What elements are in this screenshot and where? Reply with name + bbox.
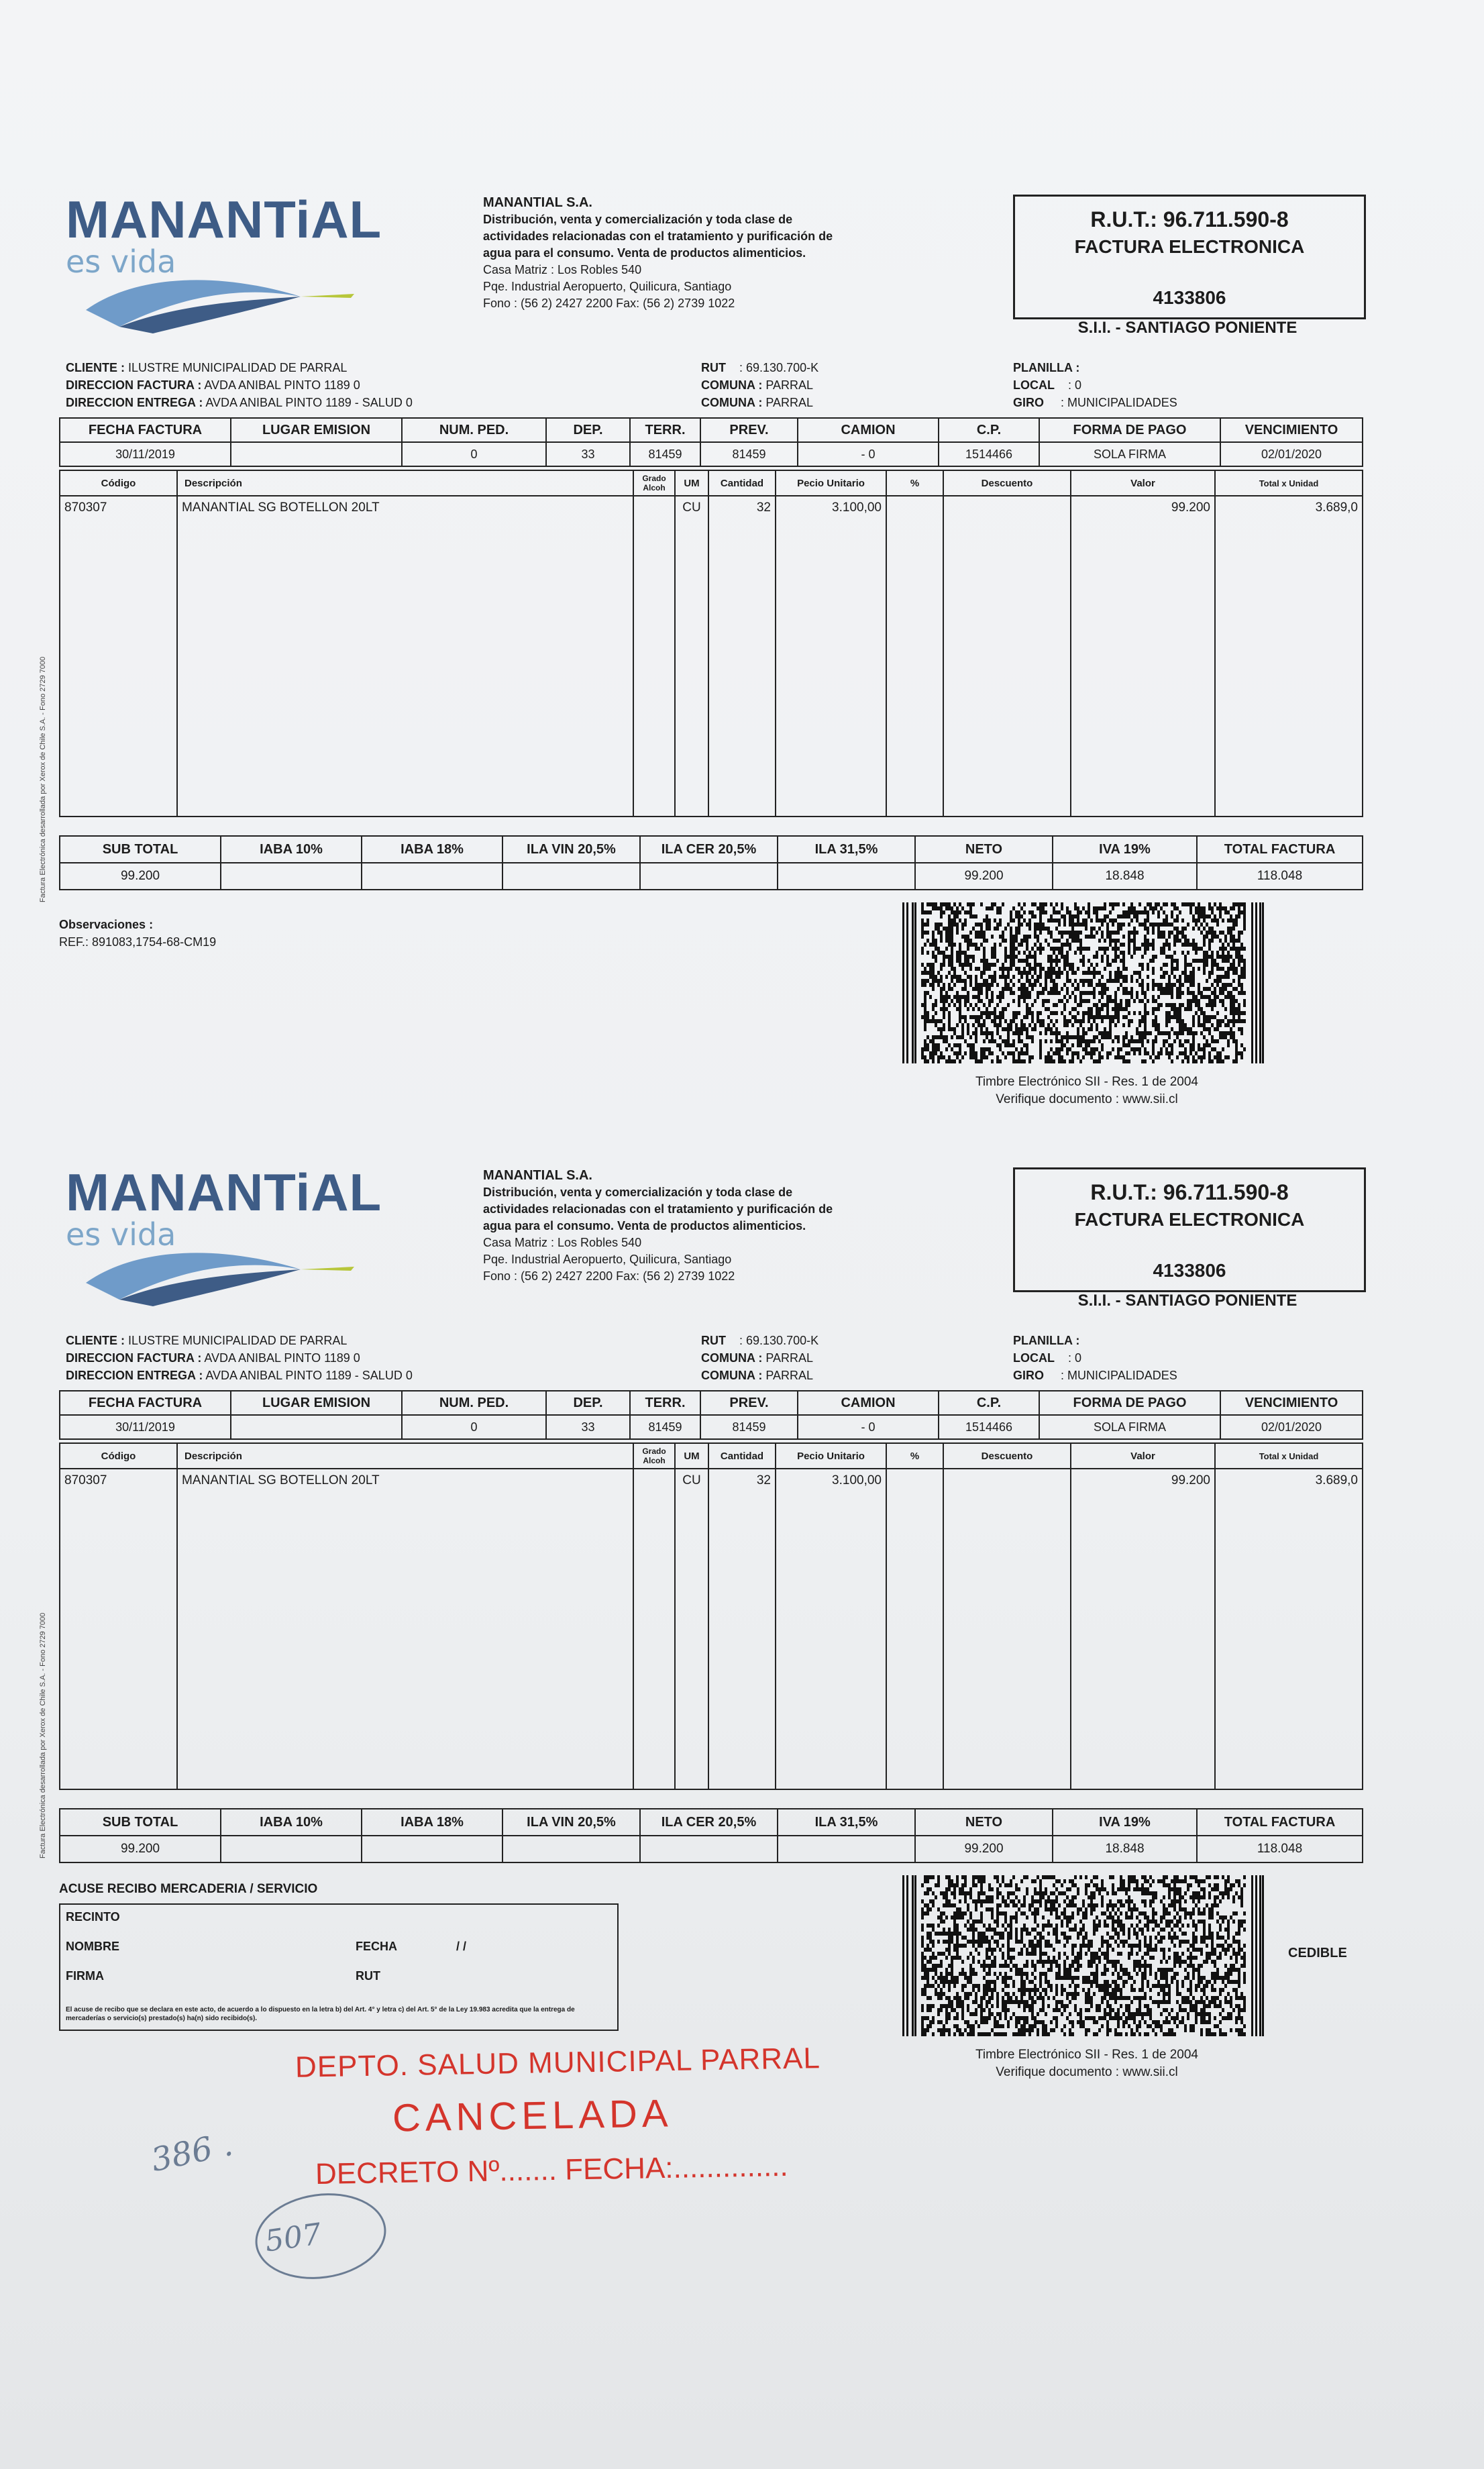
totals-table xyxy=(59,1808,1363,1863)
ila31-value xyxy=(778,1836,915,1862)
items-col: % xyxy=(886,1443,943,1469)
client-rut-label: RUT xyxy=(701,1334,726,1347)
iaba18-value xyxy=(362,863,502,890)
cedible-label: CEDIBLE xyxy=(1288,1946,1347,1960)
items-col: Descripción xyxy=(177,470,633,496)
company-address-2: Pqe. Industrial Aeropuerto, Quilicura, Santiago xyxy=(483,280,732,293)
timbre-electronico xyxy=(886,2046,1288,2081)
prev-value: 81459 xyxy=(700,442,798,466)
planilla-block xyxy=(1013,1332,1362,1384)
client-name: ILUSTRE MUNICIPALIDAD DE PARRAL xyxy=(128,361,348,374)
company-info xyxy=(483,1167,953,1285)
header-col: TERR. xyxy=(630,1391,700,1415)
sii-office: S.I.I. - SANTIAGO PONIENTE xyxy=(1077,319,1297,337)
neto-value: 99.200 xyxy=(915,1836,1053,1862)
items-col: Descuento xyxy=(943,1443,1071,1469)
invoice-date: 30/11/2019 xyxy=(60,1415,231,1439)
pdf417-barcode-icon xyxy=(902,902,1265,1063)
totals-col: TOTAL FACTURA xyxy=(1197,836,1363,863)
item-percent xyxy=(886,1469,943,1789)
invoice-date: 30/11/2019 xyxy=(60,442,231,466)
company-address-1: Casa Matriz : Los Robles 540 xyxy=(483,263,642,276)
timbre-line-2: Verifique documento : www.sii.cl xyxy=(996,1092,1178,1106)
neto-value: 99.200 xyxy=(915,863,1053,890)
comuna-value: PARRAL xyxy=(765,396,814,409)
cp-value: 1514466 xyxy=(939,442,1039,466)
cp-value: 1514466 xyxy=(939,1415,1039,1439)
iva-value: 18.848 xyxy=(1053,863,1197,890)
iaba10-value xyxy=(221,863,362,890)
item-percent xyxy=(886,496,943,817)
header-col: FECHA FACTURA xyxy=(60,418,231,442)
items-col: Grado Alcoh xyxy=(633,470,675,496)
payment-method: SOLA FIRMA xyxy=(1039,442,1220,466)
table-row xyxy=(60,1469,1363,1789)
header-col: FORMA DE PAGO xyxy=(1039,1391,1220,1415)
client-rut: : 69.130.700-K xyxy=(739,1334,819,1347)
ila-cer-value xyxy=(640,863,778,890)
side-print-1: Factura Electrónica desarrollada por Xerox de Chile S.A. - Fono 2729 7000 xyxy=(39,656,47,902)
terr-value: 81459 xyxy=(630,1415,700,1439)
comuna-value: PARRAL xyxy=(765,1369,814,1382)
item-code: 870307 xyxy=(60,496,177,817)
company-activity-1: Distribución, venta y comercialización y toda clase de xyxy=(483,213,793,226)
stamp-department: DEPTO. SALUD MUNICIPAL PARRAL xyxy=(295,2042,821,2084)
company-name: MANANTIAL S.A. xyxy=(483,1168,592,1183)
delivery-address: AVDA ANIBAL PINTO 1189 - SALUD 0 xyxy=(205,1369,413,1382)
items-col: Código xyxy=(60,1443,177,1469)
local-label: LOCAL xyxy=(1013,378,1055,392)
ila-vin-value xyxy=(502,863,640,890)
local-label: LOCAL xyxy=(1013,1351,1055,1365)
header-col: CAMION xyxy=(798,418,939,442)
acuse-rut: RUT xyxy=(356,1969,380,1983)
subtotal-value: 99.200 xyxy=(60,863,221,890)
items-col: Descripción xyxy=(177,1443,633,1469)
item-total-unit: 3.689,0 xyxy=(1215,496,1363,817)
company-activity-1: Distribución, venta y comercialización y toda clase de xyxy=(483,1186,793,1199)
prev-value: 81459 xyxy=(700,1415,798,1439)
items-col: Pecio Unitario xyxy=(776,470,886,496)
logo-title: MANANTiAL xyxy=(66,190,382,249)
totals-col: NETO xyxy=(915,836,1053,863)
acuse-nombre: NOMBRE xyxy=(66,1940,119,1953)
acuse-title: ACUSE RECIBO MERCADERIA / SERVICIO xyxy=(59,1882,318,1896)
item-quantity: 32 xyxy=(708,1469,776,1789)
header-col: DEP. xyxy=(546,418,630,442)
item-quantity: 32 xyxy=(708,496,776,817)
planilla-label: PLANILLA : xyxy=(1013,1334,1080,1347)
terr-value: 81459 xyxy=(630,442,700,466)
invoice-header-table xyxy=(59,1390,1363,1440)
totals-col: IABA 10% xyxy=(221,1809,362,1836)
iaba18-value xyxy=(362,1836,502,1862)
order-number: 0 xyxy=(402,1415,546,1439)
ila31-value xyxy=(778,863,915,890)
giro-value: : MUNICIPALIDADES xyxy=(1061,1369,1177,1382)
invoice-folio: 4133806 xyxy=(1153,287,1226,308)
giro-value: : MUNICIPALIDADES xyxy=(1061,396,1177,409)
stamp-cancelada: CANCELADA xyxy=(392,2091,674,2140)
items-col: Total x Unidad xyxy=(1215,470,1363,496)
totals-col: ILA CER 20,5% xyxy=(640,1809,778,1836)
header-col: DEP. xyxy=(546,1391,630,1415)
truck-value: - 0 xyxy=(798,1415,939,1439)
timbre-electronico xyxy=(886,1073,1288,1108)
header-col: C.P. xyxy=(939,1391,1039,1415)
client-label: CLIENTE : xyxy=(66,1334,125,1347)
company-phone: Fono : (56 2) 2427 2200 Fax: (56 2) 2739 1022 xyxy=(483,297,735,310)
company-activity-2: actividades relacionadas con el tratamiento y purificación de xyxy=(483,229,833,243)
company-logo xyxy=(66,189,382,344)
pdf417-barcode-icon xyxy=(902,1875,1265,2036)
items-col: Grado Alcoh xyxy=(633,1443,675,1469)
billing-address: AVDA ANIBAL PINTO 1189 0 xyxy=(204,378,360,392)
totals-table xyxy=(59,835,1363,890)
item-alcohol xyxy=(633,1469,675,1789)
timbre-line-1: Timbre Electrónico SII - Res. 1 de 2004 xyxy=(975,2048,1198,2062)
totals-col: NETO xyxy=(915,1809,1053,1836)
client-rut: : 69.130.700-K xyxy=(739,361,819,374)
planilla-block xyxy=(1013,359,1362,411)
header-col: VENCIMIENTO xyxy=(1220,418,1363,442)
local-value: : 0 xyxy=(1068,378,1082,392)
header-col: FECHA FACTURA xyxy=(60,1391,231,1415)
totals-col: IABA 10% xyxy=(221,836,362,863)
items-col: Descuento xyxy=(943,470,1071,496)
comuna-value: PARRAL xyxy=(765,378,814,392)
due-date: 02/01/2020 xyxy=(1220,1415,1363,1439)
item-description: MANANTIAL SG BOTELLON 20LT xyxy=(177,1469,633,1789)
iaba10-value xyxy=(221,1836,362,1862)
header-col: PREV. xyxy=(700,418,798,442)
comuna-value: PARRAL xyxy=(765,1351,814,1365)
issuer-rut: R.U.T.: 96.711.590-8 xyxy=(1090,207,1289,231)
planilla-label: PLANILLA : xyxy=(1013,361,1080,374)
billing-address-label: DIRECCION FACTURA : xyxy=(66,1351,202,1365)
header-col: TERR. xyxy=(630,418,700,442)
header-col: VENCIMIENTO xyxy=(1220,1391,1363,1415)
observations xyxy=(59,916,216,951)
order-number: 0 xyxy=(402,442,546,466)
issuer-rut: R.U.T.: 96.711.590-8 xyxy=(1090,1180,1289,1204)
total-value: 118.048 xyxy=(1197,863,1363,890)
client-rut-label: RUT xyxy=(701,361,726,374)
totals-col: IABA 18% xyxy=(362,1809,502,1836)
due-date: 02/01/2020 xyxy=(1220,442,1363,466)
company-info xyxy=(483,195,953,312)
client-label: CLIENTE : xyxy=(66,361,125,374)
billing-address: AVDA ANIBAL PINTO 1189 0 xyxy=(204,1351,360,1365)
company-activity-2: actividades relacionadas con el tratamiento y purificación de xyxy=(483,1202,833,1216)
header-col: PREV. xyxy=(700,1391,798,1415)
rut-box xyxy=(1013,1167,1366,1292)
issue-place xyxy=(231,1415,402,1439)
issue-place xyxy=(231,442,402,466)
side-print-2: Factura Electrónica desarrollada por Xerox de Chile S.A. - Fono 2729 7000 xyxy=(39,1612,47,1858)
truck-value: - 0 xyxy=(798,442,939,466)
client-block xyxy=(66,359,576,411)
client-rut-block xyxy=(701,1332,983,1384)
subtotal-value: 99.200 xyxy=(60,1836,221,1862)
rut-box xyxy=(1013,195,1366,319)
logo-wave-icon xyxy=(79,263,361,337)
logo-title: MANANTiAL xyxy=(66,1163,382,1222)
client-rut-block xyxy=(701,359,983,411)
invoice-type: FACTURA ELECTRONICA xyxy=(1074,1209,1305,1230)
delivery-address-label: DIRECCION ENTREGA : xyxy=(66,396,203,409)
items-col: Valor xyxy=(1071,470,1215,496)
comuna-label: COMUNA : xyxy=(701,1369,763,1382)
item-value: 99.200 xyxy=(1071,496,1215,817)
dep-value: 33 xyxy=(546,1415,630,1439)
item-description: MANANTIAL SG BOTELLON 20LT xyxy=(177,496,633,817)
timbre-line-1: Timbre Electrónico SII - Res. 1 de 2004 xyxy=(975,1075,1198,1089)
local-value: : 0 xyxy=(1068,1351,1082,1365)
totals-col: ILA VIN 20,5% xyxy=(502,1809,640,1836)
invoice-type: FACTURA ELECTRONICA xyxy=(1074,236,1305,257)
comuna-label: COMUNA : xyxy=(701,378,763,392)
header-col: C.P. xyxy=(939,418,1039,442)
totals-col: IABA 18% xyxy=(362,836,502,863)
observations-text: REF.: 891083,1754-68-CM19 xyxy=(59,935,217,949)
ila-vin-value xyxy=(502,1836,640,1862)
logo-subtitle: es vida xyxy=(66,244,176,280)
item-um: CU xyxy=(675,1469,708,1789)
sii-office: S.I.I. - SANTIAGO PONIENTE xyxy=(1077,1292,1297,1310)
items-table xyxy=(59,470,1363,817)
items-col: Código xyxy=(60,470,177,496)
item-um: CU xyxy=(675,496,708,817)
client-name: ILUSTRE MUNICIPALIDAD DE PARRAL xyxy=(128,1334,348,1347)
totals-col: ILA 31,5% xyxy=(778,836,915,863)
logo-subtitle: es vida xyxy=(66,1216,176,1253)
items-col: UM xyxy=(675,1443,708,1469)
items-col: Pecio Unitario xyxy=(776,1443,886,1469)
header-col: CAMION xyxy=(798,1391,939,1415)
stamp-decreto: DECRETO Nº....... FECHA:.............. xyxy=(315,2149,789,2191)
totals-col: SUB TOTAL xyxy=(60,1809,221,1836)
items-table xyxy=(59,1442,1363,1790)
acuse-recinto: RECINTO xyxy=(66,1910,120,1924)
item-code: 870307 xyxy=(60,1469,177,1789)
handwritten-note-2: 507 xyxy=(262,2217,324,2259)
timbre-line-2: Verifique documento : www.sii.cl xyxy=(996,2065,1178,2079)
header-col: NUM. PED. xyxy=(402,1391,546,1415)
company-activity-3: agua para el consumo. Venta de productos alimenticios. xyxy=(483,246,806,260)
total-value: 118.048 xyxy=(1197,1836,1363,1862)
totals-col: IVA 19% xyxy=(1053,1809,1197,1836)
dep-value: 33 xyxy=(546,442,630,466)
company-name: MANANTIAL S.A. xyxy=(483,195,592,210)
header-col: LUGAR EMISION xyxy=(231,1391,402,1415)
items-col: Valor xyxy=(1071,1443,1215,1469)
items-col: Cantidad xyxy=(708,470,776,496)
item-discount xyxy=(943,1469,1071,1789)
acuse-firma: FIRMA xyxy=(66,1969,104,1983)
giro-label: GIRO xyxy=(1013,1369,1045,1382)
acuse-legal-text: El acuse de recibo que se declara en este acto, de acuerdo a lo dispuesto en la letra b) del Art. 4° y letra c) del Art. 5° de la Ley 19.983 acredita que la entrega de mercaderías o servicio(s) prestado(s) ha(n) sido recibido(s). xyxy=(66,2006,575,2022)
totals-col: ILA CER 20,5% xyxy=(640,836,778,863)
item-value: 99.200 xyxy=(1071,1469,1215,1789)
acuse-fecha: FECHA xyxy=(356,1940,397,1953)
item-unit-price: 3.100,00 xyxy=(776,1469,886,1789)
payment-method: SOLA FIRMA xyxy=(1039,1415,1220,1439)
delivery-address: AVDA ANIBAL PINTO 1189 - SALUD 0 xyxy=(205,396,413,409)
company-activity-3: agua para el consumo. Venta de productos alimenticios. xyxy=(483,1219,806,1232)
handwritten-note-1: 386 . xyxy=(148,2125,236,2180)
totals-col: ILA 31,5% xyxy=(778,1809,915,1836)
items-col: UM xyxy=(675,470,708,496)
items-col: Total x Unidad xyxy=(1215,1443,1363,1469)
totals-col: SUB TOTAL xyxy=(60,836,221,863)
items-col: Cantidad xyxy=(708,1443,776,1469)
header-col: LUGAR EMISION xyxy=(231,418,402,442)
totals-col: TOTAL FACTURA xyxy=(1197,1809,1363,1836)
comuna-label: COMUNA : xyxy=(701,396,763,409)
item-discount xyxy=(943,496,1071,817)
table-row xyxy=(60,496,1363,817)
item-alcohol xyxy=(633,496,675,817)
comuna-label: COMUNA : xyxy=(701,1351,763,1365)
giro-label: GIRO xyxy=(1013,396,1045,409)
totals-col: IVA 19% xyxy=(1053,836,1197,863)
item-total-unit: 3.689,0 xyxy=(1215,1469,1363,1789)
company-logo xyxy=(66,1162,382,1316)
invoice-header-table xyxy=(59,417,1363,467)
ila-cer-value xyxy=(640,1836,778,1862)
acuse-fecha-sep: / / xyxy=(456,1940,467,1953)
header-col: FORMA DE PAGO xyxy=(1039,418,1220,442)
iva-value: 18.848 xyxy=(1053,1836,1197,1862)
delivery-address-label: DIRECCION ENTREGA : xyxy=(66,1369,203,1382)
logo-wave-icon xyxy=(79,1236,361,1310)
client-block xyxy=(66,1332,576,1384)
company-phone: Fono : (56 2) 2427 2200 Fax: (56 2) 2739 1022 xyxy=(483,1269,735,1283)
company-address-1: Casa Matriz : Los Robles 540 xyxy=(483,1236,642,1249)
observations-label: Observaciones : xyxy=(59,918,154,931)
item-unit-price: 3.100,00 xyxy=(776,496,886,817)
acuse-box xyxy=(59,1903,619,2031)
totals-col: ILA VIN 20,5% xyxy=(502,836,640,863)
invoice-folio: 4133806 xyxy=(1153,1260,1226,1281)
items-col: % xyxy=(886,470,943,496)
header-col: NUM. PED. xyxy=(402,418,546,442)
billing-address-label: DIRECCION FACTURA : xyxy=(66,378,202,392)
company-address-2: Pqe. Industrial Aeropuerto, Quilicura, Santiago xyxy=(483,1253,732,1266)
